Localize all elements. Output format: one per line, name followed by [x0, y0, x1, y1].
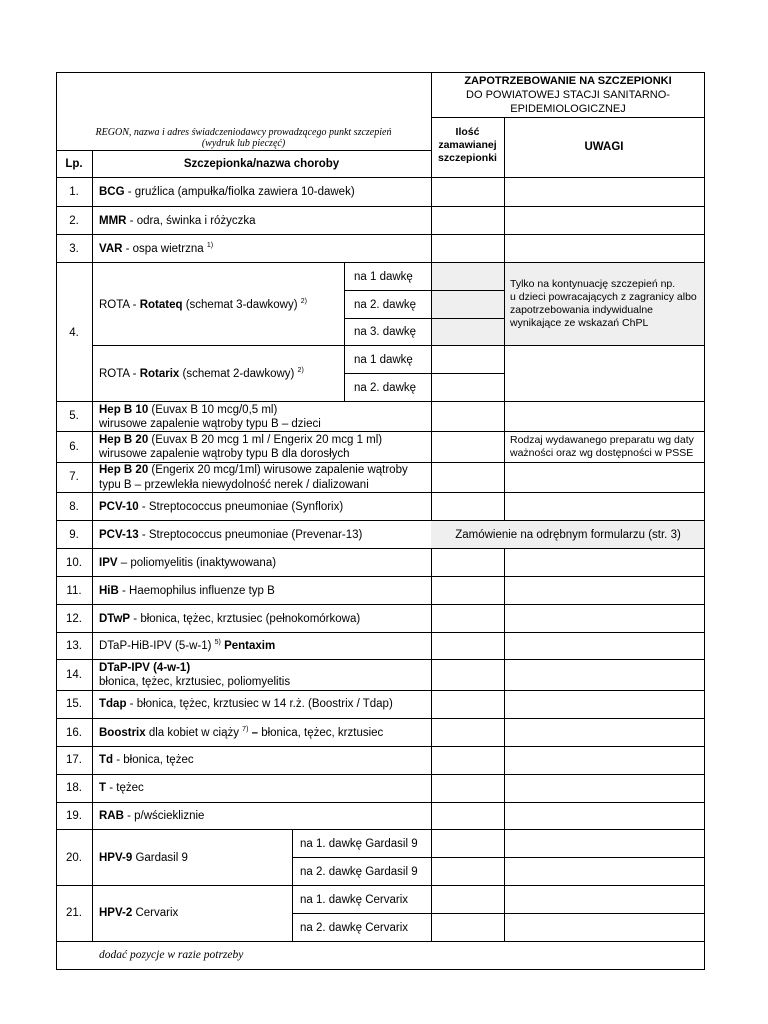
- vaccine-description: DTaP-HiB-IPV (5-w-1): [99, 640, 215, 652]
- shaded-cell-rota-qty: [431, 263, 504, 345]
- row-number: 1.: [69, 186, 79, 198]
- qty-column-header-line1: Ilość: [455, 126, 480, 138]
- vaccine-description: (Engerix 20 mcg/1ml) wirusowe zapalenie wątroby: [148, 464, 408, 476]
- vaccine-label-hib: [99, 584, 275, 598]
- vaccine-description: - gruźlica (ampułka/fiolka zawiera 10-dawek): [124, 186, 355, 198]
- dose-label: na 1. dawkę Gardasil 9: [300, 838, 418, 850]
- vaccine-description: - odra, świnka i różyczka: [126, 215, 256, 227]
- row-number: 18.: [66, 782, 82, 794]
- vaccine-description: - błonica, tężec, krztusiec w 14 r.ż. (Boostrix / Tdap): [126, 698, 393, 710]
- vaccine-label-pcv13: [99, 528, 362, 542]
- vaccine-description: – poliomyelitis (inaktywowana): [117, 557, 277, 569]
- dose-label: na 1 dawkę: [354, 354, 413, 366]
- form-title-line2: DO POWIATOWEJ STACJI SANITARNO-: [466, 89, 670, 101]
- vaccine-description-line2: wirusowe zapalenie wątroby typu B – dzieci: [99, 418, 321, 430]
- qty-column-header-line3: szczepionki: [438, 152, 497, 164]
- vaccine-column-header: Szczepionka/nazwa choroby: [183, 158, 340, 170]
- vaccine-label-hpv2: [99, 906, 178, 920]
- row-number: 13.: [66, 640, 82, 652]
- row-number: 4.: [69, 327, 79, 339]
- vaccine-label-rotarix: [99, 367, 304, 381]
- vaccine-description: - p/wściekliznie: [123, 810, 205, 822]
- vaccine-code: BCG: [99, 186, 125, 198]
- rota-note-line3: zapotrzebowania indywidualne: [510, 304, 654, 316]
- vaccine-code: PCV-10: [99, 501, 139, 513]
- vaccine-code: Hep B 10: [99, 404, 149, 416]
- row-number: 14.: [66, 669, 82, 681]
- lp-column-header: Lp.: [65, 158, 83, 170]
- vaccine-description-line2: typu B – przewlekła niewydolność nerek / dializowani: [99, 479, 369, 491]
- vaccine-description: - Haemophilus influenze typ B: [118, 585, 275, 597]
- vaccine-code: IPV: [99, 557, 118, 569]
- vaccine-code: Rotateq: [139, 299, 183, 311]
- vaccine-label-tdap: [99, 697, 393, 711]
- row-number: 5.: [69, 410, 79, 422]
- vaccine-description: (schemat 3-dawkowy): [182, 299, 301, 311]
- footnote-marker: 7): [242, 726, 249, 733]
- qty-column-header-line2: zamawianej: [438, 139, 497, 151]
- vaccine-label-boostrix: [99, 726, 383, 740]
- vaccine-label-rotateq: [99, 298, 307, 312]
- row-number: 20.: [66, 852, 82, 864]
- row-number: 21.: [66, 907, 82, 919]
- vaccine-code: Hep B 20: [99, 464, 149, 476]
- vaccine-label-bcg: [99, 185, 355, 199]
- vaccine-description: - błonica, tężec, krztusiec (pełnokomórkowa): [130, 613, 361, 625]
- rota-note-line2: u dzieci powracających z zagranicy albo: [510, 291, 697, 303]
- vaccine-label-var: [99, 242, 213, 256]
- dose-label: na 2. dawkę Cervarix: [300, 922, 409, 934]
- vaccine-code: PCV-13: [99, 529, 139, 541]
- footnote-marker: 5): [214, 639, 221, 646]
- vaccine-code: DTwP: [99, 613, 131, 625]
- vaccine-description: błonica, tężec, krztusiec: [261, 727, 384, 739]
- vaccine-description: Cervarix: [132, 907, 179, 919]
- add-rows-hint: dodać pozycje w razie potrzeby: [99, 949, 244, 961]
- hepb-note-line2: ważności oraz wg dostępności w PSSE: [510, 447, 694, 459]
- vaccine-code: Td: [99, 754, 114, 766]
- dose-label: na 2. dawkę: [354, 299, 417, 311]
- vaccine-code: Tdap: [99, 698, 127, 710]
- form-title-line1: ZAPOTRZEBOWANIE NA SZCZEPIONKI: [464, 75, 672, 87]
- row-number: 9.: [69, 529, 79, 541]
- hepb-note-line1: Rodzaj wydawanego preparatu wg daty: [510, 434, 694, 446]
- row-number: 11.: [66, 585, 82, 597]
- vaccine-description: (schemat 2-dawkowy): [179, 368, 298, 380]
- vaccine-label-pentaxim: [99, 639, 275, 653]
- dose-label: na 1. dawkę Cervarix: [300, 894, 409, 906]
- vaccine-description: (Euvax B 20 mcg 1 ml / Engerix 20 mcg 1 ml): [148, 434, 383, 446]
- row-number: 6.: [69, 441, 79, 453]
- row-number: 19.: [66, 810, 82, 822]
- vaccine-description: - błonica, tężec: [113, 754, 194, 766]
- vaccine-description-line2: błonica, tężec, krztusiec, poliomyelitis: [99, 676, 291, 688]
- vaccine-prefix: ROTA -: [99, 368, 140, 380]
- provider-stamp-hint: (wydruk lub pieczęć): [201, 138, 286, 149]
- vaccine-code: HPV-9: [99, 852, 133, 864]
- vaccine-label-pcv10: [99, 500, 343, 514]
- vaccine-label-ipv: [99, 556, 276, 570]
- vaccine-label-t: [99, 781, 144, 795]
- vaccine-description-line2: wirusowe zapalenie wątroby typu B dla dorosłych: [99, 448, 350, 460]
- vaccine-description: (Euvax B 10 mcg/0,5 ml): [148, 404, 278, 416]
- dose-label: na 2. dawkę Gardasil 9: [300, 866, 418, 878]
- vaccine-description: - ospa wietrzna: [122, 243, 207, 255]
- row-number: 8.: [69, 501, 79, 513]
- pcv13-separate-form-note: Zamówienie na odrębnym formularzu (str. 3): [455, 529, 681, 541]
- vaccine-code: HiB: [99, 585, 119, 597]
- dose-label: na 1 dawkę: [354, 271, 413, 283]
- vaccine-description: Gardasil 9: [132, 852, 188, 864]
- vaccine-code: Pentaxim: [220, 640, 276, 652]
- vaccine-description: dla kobiet w ciąży: [145, 727, 243, 739]
- vaccine-label-td: [99, 753, 194, 767]
- rota-note-line1: Tylko na kontynuację szczepień np.: [510, 278, 676, 290]
- provider-stamp-label: REGON, nazwa i adres świadczeniodawcy prowadzącego punkt szczepień: [95, 127, 392, 138]
- row-number: 3.: [69, 243, 79, 255]
- vaccine-label-dtwp: [99, 612, 360, 626]
- dose-label: na 3. dawkę: [354, 326, 417, 338]
- row-number: 15.: [66, 698, 82, 710]
- vaccine-code: HPV-2: [99, 907, 133, 919]
- vaccine-label-hepb20-adult: [99, 433, 382, 447]
- form-title-line3: EPIDEMIOLOGICZNEJ: [510, 103, 626, 115]
- vaccine-code: DTaP-IPV (4-w-1): [99, 662, 191, 674]
- vaccine-code: MMR: [99, 215, 127, 227]
- row-number: 10.: [66, 557, 82, 569]
- vaccine-label-hepb10: [99, 403, 277, 417]
- vaccine-code: Boostrix: [99, 727, 146, 739]
- row-number: 2.: [69, 215, 79, 227]
- vaccine-label-hepb20-dialysis: [99, 463, 408, 477]
- vaccine-code: VAR: [99, 243, 123, 255]
- vaccine-code: RAB: [99, 810, 124, 822]
- vaccine-prefix: ROTA -: [99, 299, 140, 311]
- row-number: 7.: [69, 471, 79, 483]
- vaccine-label-rab: [99, 809, 204, 823]
- row-number: 12.: [66, 613, 82, 625]
- vaccine-description: - Streptococcus pneumoniae (Synflorix): [138, 501, 344, 513]
- rota-note-line4: wynikające ze wskazań ChPL: [510, 317, 649, 329]
- dose-label: na 2. dawkę: [354, 382, 417, 394]
- vaccine-code: Hep B 20: [99, 434, 149, 446]
- vaccine-label-hpv9: [99, 851, 188, 865]
- row-number: 16.: [66, 727, 82, 739]
- notes-column-header: UWAGI: [584, 141, 624, 153]
- dash: –: [248, 727, 262, 739]
- footnote-marker: 1): [206, 242, 214, 249]
- vaccine-code: T: [99, 782, 107, 794]
- vaccine-code: Rotarix: [139, 368, 180, 380]
- footnote-marker: 2): [300, 298, 307, 305]
- vaccine-description: - Streptococcus pneumoniae (Prevenar-13): [138, 529, 363, 541]
- footnote-marker: 2): [297, 367, 304, 374]
- vaccine-label-mmr: [99, 214, 256, 228]
- vaccine-description: - tężec: [106, 782, 144, 794]
- row-number: 17.: [66, 754, 82, 766]
